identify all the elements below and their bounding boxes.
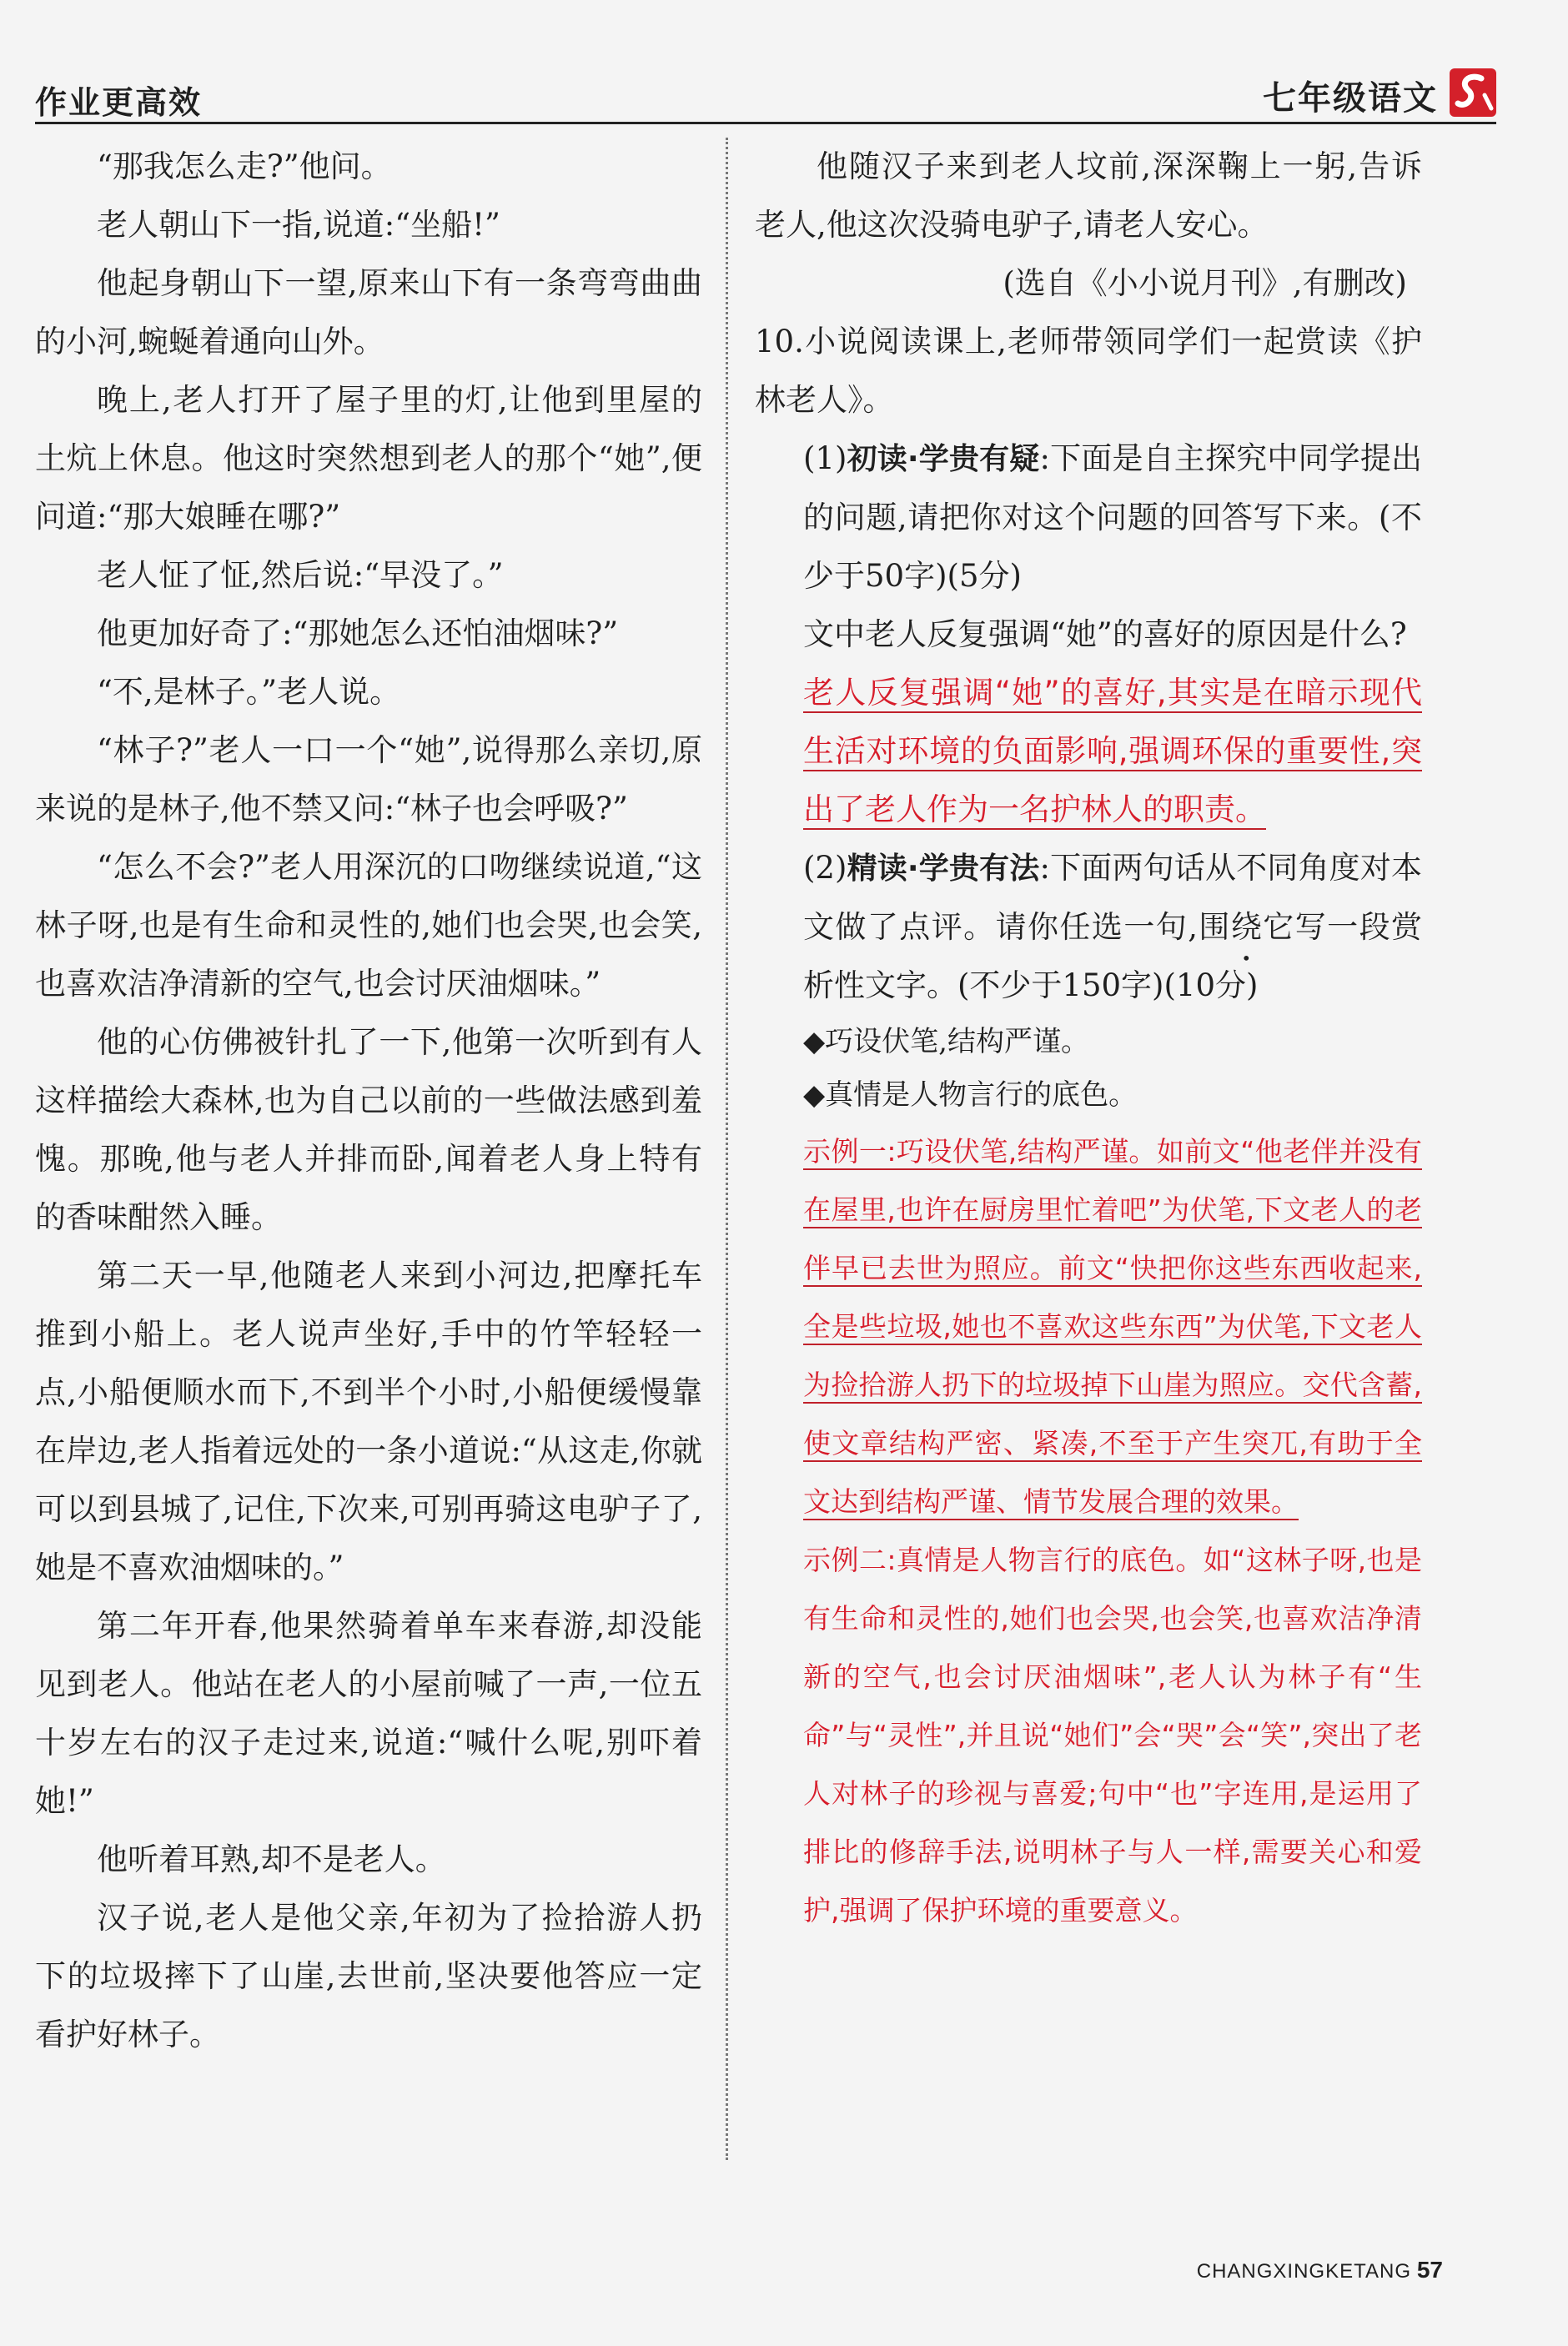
answer-example-2 (755, 1530, 1422, 1939)
story-paragraph: 他听着耳熟,却不是老人。 (97, 1841, 446, 1877)
answer-example-1 (755, 1122, 1422, 1530)
story-paragraph: 他更加好奇了:“那她怎么还怕油烟味?” (97, 615, 619, 651)
story-left-column (35, 138, 702, 2064)
sub-question-2-text-b: 写一段赏析性文字。(不少于150字)(10分) (803, 909, 1423, 1003)
bullet-point-2: ◆真情是人物言行的底色。 (803, 1078, 1138, 1112)
sub-question-2-text-a: :下面两句话从不同角度对本文做了点评。请你任选一句, (803, 850, 1422, 945)
sub-question-1-label: 初读·学贵有疑 (847, 442, 1040, 476)
story-paragraph: “林子?”老人一口一个“她”,说得那么亲切,原来说的是林子,他不禁又问:“林子也会呼吸?” (35, 732, 702, 826)
story-paragraph: 第二天一早,他随老人来到小河边,把摩托车推到小船上。老人说声坐好,手中的竹竿轻轻一点,小船便顺水而下,不到半个小时,小船便缓慢靠在岸边,老人指着远处的一条小道说:“从这走,你就可以到县城了,记住,下次来,可别再骑这电驴子了,她是不喜欢油烟味的。” (35, 1258, 702, 1585)
story-paragraph: 老人怔了怔,然后说:“早没了。” (97, 557, 504, 593)
sub-question-1-answer (755, 664, 1422, 839)
question-number: 10. (755, 324, 804, 359)
question-intro: 小说阅读课上,老师带领同学们一起赏读《护林老人》。 (755, 324, 1422, 418)
story-paragraph: 他起身朝山下一望,原来山下有一条弯弯曲曲的小河,蜿蜒着通向山外。 (35, 265, 702, 359)
answer-text: 老人反复强调“她”的喜好,其实是在暗示现代生活对环境的负面影响,强调环保的重要性,突出了老人作为一名护林人的职责。 (803, 675, 1422, 827)
source-citation: (选自《小小说月刊》,有删改) (1003, 265, 1407, 301)
column-divider (726, 138, 728, 2160)
story-paragraph: “怎么不会?”老人用深沉的口吻继续说道,“这林子呀,也是有生命和灵性的,她们也会哭,也会笑,也喜欢洁净清新的空气,也会讨厌油烟味。” (35, 849, 702, 1002)
story-paragraph: 老人朝山下一指,说道:“坐船!” (97, 207, 500, 243)
story-paragraph: 晚上,老人打开了屋子里的灯,让他到里屋的土炕上休息。他这时突然想到老人的那个“她”,便问道:“那大娘睡在哪?” (35, 382, 702, 535)
sub-question-2-label: 精读·学贵有法 (847, 851, 1040, 886)
publisher-logo-icon (1448, 67, 1498, 118)
emphasized-words: 围绕它 (1197, 909, 1295, 945)
sub-question-2 (755, 839, 1422, 1015)
story-paragraph: “不,是林子。”老人说。 (97, 674, 401, 710)
example-1-text: 示例一:巧设伏笔,结构严谨。如前文“他老伴并没有在屋里,也许在厨房里忙着吧”为伏笔,下文老人的老伴早已去世为照应。前文“快把你这些东西收起来,全是些垃圾,她也不喜欢这些东西”为伏笔,下文老人为捡拾游人扔下的垃圾掉下山崖为照应。交代含蓄,使文章结构严密、紧凑,不至于产生突兀,有助于全文达到结构严谨、情节发展合理的效果。 (803, 1135, 1422, 1518)
story-paragraph: 他的心仿佛被针扎了一下,他第一次听到有人这样描绘大森林,也为自己以前的一些做法感到羞愧。那晚,他与老人并排而卧,闻着老人身上特有的香味酣然入睡。 (35, 1024, 702, 1235)
sub-question-2-number: (2) (803, 850, 847, 886)
story-ending-paragraph: 他随汉子来到老人坟前,深深鞠上一躬,告诉老人,他这次没骑电驴子,请老人安心。 (755, 148, 1422, 243)
sub-question-1 (755, 430, 1422, 605)
sub-question-1-number: (1) (803, 440, 847, 476)
example-2-text: 示例二:真情是人物言行的底色。如“这林子呀,也是有生命和灵性的,她们也会哭,也会笑,也喜欢洁净清新的空气,也会讨厌油烟味”,老人认为林子有“生命”与“灵性”,并且说“她们”会“哭”会“笑”,突出了老人对林子的珍视与喜爱;句中“也”字连用,是运用了排比的修辞手法,说明林子与人一样,需要关心和爱护,强调了保护环境的重要意义。 (803, 1544, 1422, 1927)
story-paragraph: 第二年开春,他果然骑着单车来春游,却没能见到老人。他站在老人的小屋前喊了一声,一位五十岁左右的汉子走过来,说道:“喊什么呢,别吓着她!” (35, 1608, 702, 1819)
story-paragraph: 汉子说,老人是他父亲,年初为了捡拾游人扔下的垃圾摔下了山崖,去世前,坚决要他答应一定看护好林子。 (35, 1900, 702, 2052)
header-right-title: 七年级语文 (1263, 79, 1438, 118)
page-number: 57 (1416, 2257, 1443, 2283)
header-left-title: 作业更高效 (35, 84, 203, 121)
question-10 (755, 313, 1422, 430)
sub-question-1-text: :下面是自主探究中同学提出的问题,请把你对这个问题的回答写下来。(不少于50字)(5分) (803, 440, 1422, 594)
questions-right-column (755, 138, 1422, 1939)
bullet-point-1: ◆巧设伏笔,结构严谨。 (803, 1025, 1089, 1058)
header-rule (35, 122, 1496, 124)
story-paragraph: “那我怎么走?”他问。 (97, 148, 392, 184)
sub-question-1-prompt: 文中老人反复强调“她”的喜好的原因是什么? (803, 616, 1407, 652)
footer-brand: CHANGXINGKETANG (1196, 2260, 1411, 2283)
